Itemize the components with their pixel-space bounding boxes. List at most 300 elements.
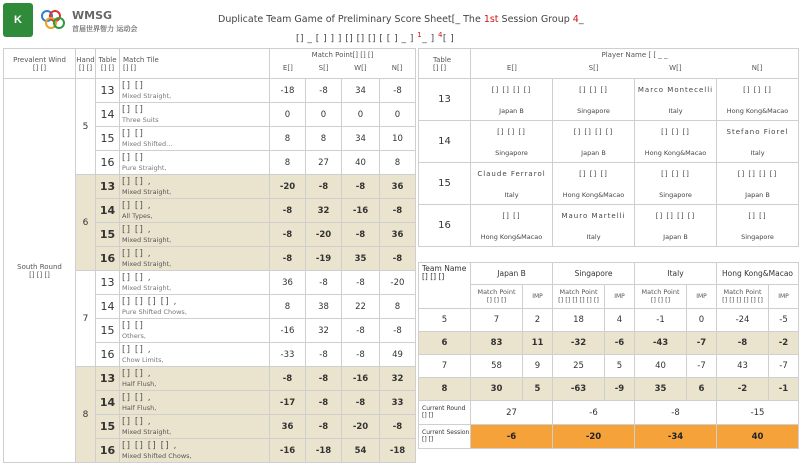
score-imp: -2 <box>769 332 799 355</box>
score-match-point: 58 <box>471 355 523 378</box>
match-tile-en: Others, <box>122 331 146 340</box>
score-imp: -5 <box>769 309 799 332</box>
dir-north: N[] <box>391 64 403 72</box>
score-row <box>419 309 799 332</box>
match-point-value: -8 <box>342 175 380 199</box>
match-point-value: 32 <box>306 199 342 223</box>
player-name: [] [] [] <box>743 86 772 95</box>
prevalent-wind-cell: South Round [] [] [] <box>4 79 76 463</box>
player-name: [] [] <box>748 212 767 221</box>
match-tile-en: Mixed Straight, <box>122 283 172 292</box>
match-tile-en: Mixed Shifted Chows, <box>122 451 192 460</box>
player-team-cell <box>717 187 799 205</box>
col-match-tile: Match Tile [] [] <box>120 49 270 79</box>
player-team-cell <box>553 187 635 205</box>
match-point-value: -8 <box>342 391 380 415</box>
player-team-cell <box>717 229 799 247</box>
current-session-row <box>419 425 799 449</box>
match-point-value: 8 <box>270 127 306 151</box>
subtitle-mid: _ ] <box>422 34 438 44</box>
match-tile-cell <box>120 271 270 295</box>
team-name-label: Team Name [] [] [] <box>419 263 471 309</box>
player-name-label: Player Name [ [ _ _ <box>601 51 668 59</box>
page-subtitle <box>296 31 454 44</box>
match-point-label: Match Point[] [] [] <box>311 51 374 59</box>
match-tile-zh: [] [] , <box>122 368 152 379</box>
match-point-header: Match Point [] [] [] [] [] [] <box>553 285 605 309</box>
player-name-cell <box>635 163 717 187</box>
player-team-cell <box>635 145 717 163</box>
match-point-value: 22 <box>342 295 380 319</box>
dir-south: S[] <box>318 64 329 72</box>
match-tile-cell <box>120 391 270 415</box>
brand-name: WMSG <box>72 9 113 22</box>
player-name-cell <box>553 205 635 229</box>
match-point-value: -8 <box>380 319 416 343</box>
match-tile-zh: [] [] <box>122 104 144 115</box>
col-player-name <box>471 49 799 79</box>
player-name: [] [] [] <box>661 170 690 179</box>
player-table-number: 15 <box>419 163 471 205</box>
player-team-cell <box>553 229 635 247</box>
col-prevalent-wind: Prevalent Wind [] [] <box>4 49 76 79</box>
table-number: 13 <box>96 367 120 391</box>
match-point-value: 35 <box>342 247 380 271</box>
player-name-cell <box>553 163 635 187</box>
player-team: Japan B <box>581 149 606 158</box>
score-row <box>419 355 799 378</box>
match-point-value: -8 <box>306 367 342 391</box>
score-match-point: 30 <box>471 378 523 401</box>
player-team-cell <box>635 103 717 121</box>
score-match-point: 43 <box>717 355 769 378</box>
table-number: 15 <box>96 127 120 151</box>
table-number: 14 <box>96 295 120 319</box>
match-point-value: 8 <box>270 295 306 319</box>
match-tile-zh: [] [] [] [] , <box>122 440 178 451</box>
match-tile-zh: [] [] , <box>122 200 152 211</box>
match-point-value: -8 <box>270 223 306 247</box>
player-name-cell <box>717 79 799 103</box>
score-match-point: -43 <box>635 332 687 355</box>
brand-subtitle: 首届世界智力 运动会 <box>72 25 138 33</box>
player-team: Japan B <box>499 107 524 116</box>
match-tile-en: Mixed Straight, <box>122 235 172 244</box>
player-name: Claude Ferrarol <box>477 170 546 179</box>
match-point-value: -16 <box>342 367 380 391</box>
current-round-value: -8 <box>635 401 717 425</box>
player-team-cell <box>717 145 799 163</box>
match-point-value: 8 <box>380 151 416 175</box>
subtitle-session: 1 <box>417 31 423 39</box>
player-name-cell <box>717 121 799 145</box>
match-tile-cell <box>120 295 270 319</box>
score-team-header <box>419 263 799 285</box>
imp-header: IMP <box>687 285 717 309</box>
table-number: 15 <box>96 319 120 343</box>
team-name: Japan B <box>471 263 553 285</box>
match-point-value: 0 <box>342 103 380 127</box>
match-point-value: -33 <box>270 343 306 367</box>
player-team: Singapore <box>577 107 610 116</box>
match-point-value: -8 <box>270 199 306 223</box>
match-point-value: 32 <box>306 319 342 343</box>
table-number: 14 <box>96 199 120 223</box>
match-tile-cell <box>120 343 270 367</box>
match-tile-zh: [] [] , <box>122 392 152 403</box>
player-team: Singapore <box>659 191 692 200</box>
match-point-value: 34 <box>342 79 380 103</box>
current-round-label: Current Round [] [] <box>419 401 471 425</box>
match-point-value: 36 <box>270 415 306 439</box>
current-round-value: -6 <box>553 401 635 425</box>
score-match-point: 83 <box>471 332 523 355</box>
match-tile-cell <box>120 175 270 199</box>
match-tile-cell <box>120 439 270 463</box>
match-tile-cell <box>120 415 270 439</box>
match-point-value: -18 <box>380 439 416 463</box>
player-team: Italy <box>586 233 601 242</box>
player-name-cell <box>635 205 717 229</box>
team-name: Hong Kong&Macao <box>717 263 799 285</box>
match-tile-zh: [] [] <box>122 320 144 331</box>
hand-number: 5 <box>76 79 96 175</box>
match-point-header: Match Point [] [] [] <box>635 285 687 309</box>
current-round-value: 27 <box>471 401 553 425</box>
player-team-cell <box>635 229 717 247</box>
player-name: [] [] [] <box>661 128 690 137</box>
title-suffix: _ <box>578 14 584 25</box>
score-match-point: -32 <box>553 332 605 355</box>
score-match-point: 7 <box>471 309 523 332</box>
player-table-body <box>419 79 799 247</box>
match-point-value: -8 <box>270 247 306 271</box>
match-tile-en: Mixed Straight, <box>122 259 172 268</box>
match-point-value: -18 <box>306 439 342 463</box>
match-point-value: -16 <box>342 199 380 223</box>
current-round-row <box>419 401 799 425</box>
player-row <box>419 163 799 187</box>
player-team: Italy <box>668 107 683 116</box>
score-imp: -9 <box>605 378 635 401</box>
player-name-cell <box>471 79 553 103</box>
score-hand: 7 <box>419 355 471 378</box>
match-tile-zh: [] [] [] [] , <box>122 296 178 307</box>
match-tile-cell <box>120 367 270 391</box>
player-name: [] [] [] <box>579 170 608 179</box>
main-table-body <box>4 79 416 463</box>
title-prefix: Duplicate Team Game of Preliminary Score Sheet[_ The <box>218 14 484 25</box>
match-tile-en: Half Flush, <box>122 379 157 388</box>
player-team: Italy <box>504 191 519 200</box>
player-table-number: 13 <box>419 79 471 121</box>
score-imp: -6 <box>605 332 635 355</box>
player-team: Japan B <box>745 191 770 200</box>
match-tile-cell <box>120 247 270 271</box>
match-point-value: 40 <box>342 151 380 175</box>
score-imp: 11 <box>523 332 553 355</box>
match-point-value: 38 <box>306 295 342 319</box>
table-number: 13 <box>96 79 120 103</box>
match-tile-cell <box>120 151 270 175</box>
player-team: Singapore <box>741 233 774 242</box>
match-tile-cell <box>120 127 270 151</box>
table-number: 16 <box>96 439 120 463</box>
player-team: Singapore <box>495 149 528 158</box>
table-number: 13 <box>96 175 120 199</box>
match-tile-zh: [] [] <box>122 152 144 163</box>
score-table-body <box>419 263 799 449</box>
match-point-value: -8 <box>306 415 342 439</box>
match-tile-cell <box>120 319 270 343</box>
rings-icon <box>40 8 68 32</box>
match-point-value: 36 <box>270 271 306 295</box>
player-dir-north: N[] <box>751 64 763 72</box>
dir-west: W[] <box>354 64 367 72</box>
player-team-cell <box>553 145 635 163</box>
player-name: Stefano Fiorel <box>726 128 789 137</box>
match-point-value: -16 <box>270 439 306 463</box>
score-match-point: -8 <box>717 332 769 355</box>
score-match-point: -1 <box>635 309 687 332</box>
match-point-value: 0 <box>306 103 342 127</box>
table-number: 16 <box>96 151 120 175</box>
player-team-row <box>419 187 799 205</box>
match-point-value: -20 <box>380 271 416 295</box>
match-point-value: 0 <box>270 103 306 127</box>
match-point-value: -8 <box>306 343 342 367</box>
imp-header: IMP <box>769 285 799 309</box>
match-point-value: 32 <box>380 367 416 391</box>
player-name-cell <box>471 163 553 187</box>
score-match-point: -63 <box>553 378 605 401</box>
current-session-label: Current Session [] [] <box>419 425 471 449</box>
player-name: [] [] [] [] <box>491 86 532 95</box>
player-table-number: 14 <box>419 121 471 163</box>
player-team: Japan B <box>663 233 688 242</box>
current-session-value: 40 <box>717 425 799 449</box>
match-tile-zh: [] [] , <box>122 248 152 259</box>
player-table-header <box>419 49 799 79</box>
match-point-value: 10 <box>380 127 416 151</box>
match-tile-en: Mixed Straight, <box>122 187 172 196</box>
player-name: [] [] [] [] <box>737 170 778 179</box>
hand-number: 6 <box>76 175 96 271</box>
match-tile-en: Mixed Straight, <box>122 91 172 100</box>
score-imp: 2 <box>523 309 553 332</box>
player-team-row <box>419 229 799 247</box>
player-team-cell <box>635 187 717 205</box>
match-tile-zh: [] [] <box>122 80 144 91</box>
score-hand: 5 <box>419 309 471 332</box>
score-match-point: -2 <box>717 378 769 401</box>
match-point-value: -8 <box>306 175 342 199</box>
table-number: 13 <box>96 271 120 295</box>
match-point-value: 0 <box>380 103 416 127</box>
match-point-header: Match Point [] [] [] <box>471 285 523 309</box>
player-team: Hong Kong&Macao <box>562 191 625 200</box>
title-group: 4 <box>572 14 579 25</box>
match-point-value: 27 <box>306 151 342 175</box>
match-point-value: 8 <box>270 151 306 175</box>
title-mid: Session Group <box>498 14 573 25</box>
player-team-cell <box>717 103 799 121</box>
score-imp: 9 <box>523 355 553 378</box>
score-imp: 5 <box>523 378 553 401</box>
match-point-value: -17 <box>270 391 306 415</box>
score-imp: -7 <box>687 332 717 355</box>
match-tile-zh: [] [] <box>122 128 144 139</box>
match-point-value: -8 <box>380 199 416 223</box>
player-dir-west: W[] <box>669 64 682 72</box>
match-point-value: -20 <box>306 223 342 247</box>
score-imp: 5 <box>605 355 635 378</box>
player-team-cell <box>471 103 553 121</box>
match-point-header: Match Point [] [] [] [] [] [] <box>717 285 769 309</box>
player-name-cell <box>635 121 717 145</box>
match-point-value: 33 <box>380 391 416 415</box>
player-dir-south: S[] <box>588 64 599 72</box>
player-name: Marco Montecelli <box>637 86 714 95</box>
match-tile-en: Half Flush, <box>122 403 157 412</box>
match-tile-en: Pure Straight, <box>122 163 167 172</box>
player-name-table <box>418 48 799 247</box>
player-team-cell <box>471 229 553 247</box>
table-number: 15 <box>96 415 120 439</box>
current-round-value: -15 <box>717 401 799 425</box>
match-point-value: -8 <box>380 415 416 439</box>
player-team-row <box>419 145 799 163</box>
match-tile-en: Mixed Straight, <box>122 427 172 436</box>
title-session: 1st <box>483 14 499 25</box>
player-team: Italy <box>750 149 765 158</box>
dir-east: E[] <box>282 64 293 72</box>
match-point-value: -20 <box>342 415 380 439</box>
score-imp: -7 <box>687 355 717 378</box>
table-number: 14 <box>96 391 120 415</box>
match-point-value: 34 <box>342 127 380 151</box>
player-team-row <box>419 103 799 121</box>
score-match-point: 25 <box>553 355 605 378</box>
player-row <box>419 121 799 145</box>
score-match-point: 35 <box>635 378 687 401</box>
player-name-cell <box>553 79 635 103</box>
player-name: [] [] [] <box>497 128 526 137</box>
match-point-value: -19 <box>306 247 342 271</box>
table-number: 15 <box>96 223 120 247</box>
player-name-cell <box>471 121 553 145</box>
match-point-value: -16 <box>270 319 306 343</box>
page-title <box>218 14 584 25</box>
table-number: 16 <box>96 343 120 367</box>
player-name-cell <box>635 79 717 103</box>
imp-header: IMP <box>523 285 553 309</box>
match-point-value: -8 <box>342 319 380 343</box>
score-subheader <box>419 285 799 309</box>
col-match-point <box>270 49 416 79</box>
event-logo-text: K <box>14 14 22 26</box>
player-team: Hong Kong&Macao <box>644 149 707 158</box>
hand-number: 8 <box>76 367 96 463</box>
match-tile-zh: [] [] , <box>122 176 152 187</box>
subtitle-suffix: [ ] <box>442 34 455 44</box>
player-name: [] [] [] [] <box>655 212 696 221</box>
match-point-value: -8 <box>380 247 416 271</box>
match-point-value: -8 <box>306 271 342 295</box>
player-name: Mauro Martelli <box>561 212 626 221</box>
match-point-value: -8 <box>342 271 380 295</box>
player-name-cell <box>471 205 553 229</box>
match-tile-cell <box>120 199 270 223</box>
subtitle-prefix: [] _ [ ] ] ] [] [] [] [ [ ] _ ] <box>296 34 418 44</box>
match-point-value: -8 <box>342 223 380 247</box>
player-row <box>419 205 799 229</box>
player-team: Hong Kong&Macao <box>480 233 543 242</box>
match-tile-zh: [] [] , <box>122 416 152 427</box>
match-tile-zh: [] [] , <box>122 224 152 235</box>
player-row <box>419 79 799 103</box>
match-tile-zh: [] [] , <box>122 272 152 283</box>
match-point-value: 36 <box>380 175 416 199</box>
score-match-point: -24 <box>717 309 769 332</box>
player-name: [] [] [] <box>579 86 608 95</box>
match-point-value: -8 <box>306 391 342 415</box>
match-point-value: 54 <box>342 439 380 463</box>
match-tile-cell <box>120 223 270 247</box>
team-name: Italy <box>635 263 717 285</box>
imp-header: IMP <box>605 285 635 309</box>
score-row <box>419 378 799 401</box>
match-point-value: -8 <box>306 79 342 103</box>
match-point-value: -18 <box>270 79 306 103</box>
player-team-cell <box>471 145 553 163</box>
table-number: 14 <box>96 103 120 127</box>
match-tile-cell <box>120 79 270 103</box>
match-point-value: 8 <box>306 127 342 151</box>
col-player-table: Table [] [] <box>419 49 471 79</box>
match-tile-table <box>3 48 416 463</box>
col-table: Table [] [] <box>96 49 120 79</box>
match-point-value: 49 <box>380 343 416 367</box>
player-name-cell <box>553 121 635 145</box>
match-tile-en: Chow Limits, <box>122 355 164 364</box>
hand-number: 7 <box>76 271 96 367</box>
team-score-table <box>418 262 799 449</box>
table-number: 16 <box>96 247 120 271</box>
score-imp: -1 <box>769 378 799 401</box>
score-hand: 8 <box>419 378 471 401</box>
score-match-point: 18 <box>553 309 605 332</box>
team-name: Singapore <box>553 263 635 285</box>
current-session-value: -20 <box>553 425 635 449</box>
current-session-value: -6 <box>471 425 553 449</box>
match-point-value: -8 <box>270 367 306 391</box>
player-name: [] [] <box>502 212 521 221</box>
player-table-number: 16 <box>419 205 471 247</box>
match-tile-zh: [] [] , <box>122 344 152 355</box>
player-name-cell <box>717 163 799 187</box>
match-point-value: -8 <box>342 343 380 367</box>
player-dir-east: E[] <box>506 64 517 72</box>
score-imp: 6 <box>687 378 717 401</box>
player-name-cell <box>717 205 799 229</box>
score-match-point: 40 <box>635 355 687 378</box>
score-imp: 0 <box>687 309 717 332</box>
subtitle-group: 4 <box>437 31 443 39</box>
match-row <box>4 79 416 103</box>
current-session-value: -34 <box>635 425 717 449</box>
player-name: [] [] [] [] <box>573 128 614 137</box>
